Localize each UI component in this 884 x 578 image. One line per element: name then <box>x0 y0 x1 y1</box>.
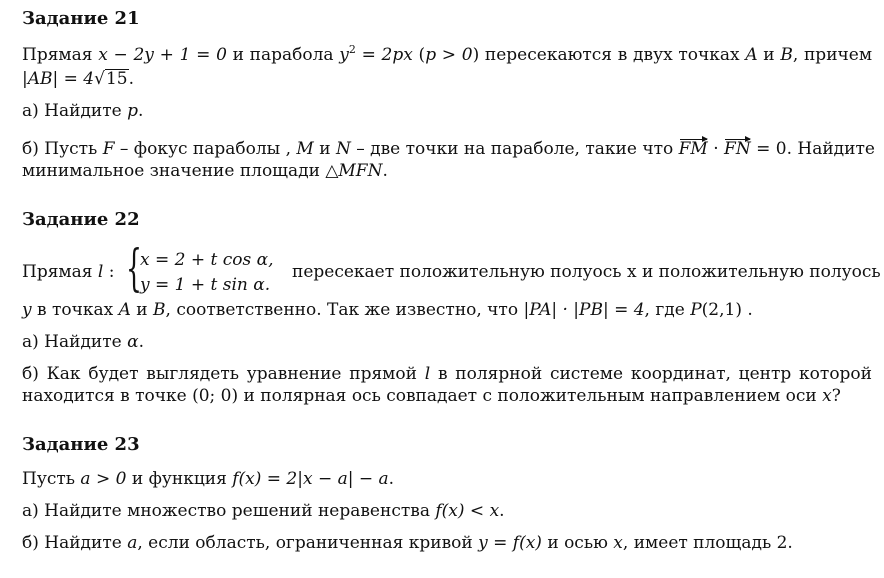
vector-fn: FN <box>724 139 751 159</box>
task-21-title: Задание 21 <box>22 8 140 29</box>
task-23-part-b: б) Найдите a, если область, ограниченная кривой y = f(x) и осью x, имеет площадь 2. <box>22 533 793 553</box>
task-21-part-b-line-1: б) Пусть F – фокус параболы , M и N – две точки на параболе, такие что FM · FN = 0. Найдите <box>22 139 875 159</box>
task-21-statement-line-2: |AB| = 4√15. <box>22 69 134 89</box>
task-22-title: Задание 22 <box>22 209 140 230</box>
task-21-part-b-line-2: минимальное значение площади △MFN. <box>22 161 388 181</box>
task-22-line-label: Прямая l : <box>22 262 115 282</box>
equation-system <box>126 239 296 298</box>
task-22-line-2: y в точках A и B, соответственно. Так же известно, что |PA| · |PB| = 4, где P(2,1) . <box>22 300 753 320</box>
system-row-1: x = 2 + t cos α, <box>140 250 274 270</box>
task-22-part-a: а) Найдите α. <box>22 332 145 352</box>
vector-fm: FM <box>678 139 708 159</box>
task-22-part-b-line-2: находится в точке (0; 0) и полярная ось совпадает с положительным направлением оси x? <box>22 386 841 406</box>
sqrt-radicand: 15 <box>105 69 128 89</box>
task-23-intro: Пусть a > 0 и функция f(x) = 2|x − a| − a. <box>22 469 395 489</box>
task-22-part-b-line-1: б) Как будет выглядеть уравнение прямой l в полярной системе координат, центр которой <box>22 364 872 384</box>
task-21-statement-line-1: Прямая x − 2y + 1 = 0 и парабола $y^2 = 2px$ (p > 0) пересекаются в двух точках A и B, причем <box>22 43 873 65</box>
task-23-part-a: а) Найдите множество решений неравенства f(x) < x. <box>22 501 505 521</box>
task-21-part-a: а) Найдите p. <box>22 101 144 121</box>
task-22-intro-rest: пересекает положительную полуось x и положительную полуось <box>292 262 881 282</box>
task-23-title: Задание 23 <box>22 434 140 455</box>
left-brace: { <box>126 239 142 297</box>
system-row-2: y = 1 + t sin α. <box>140 275 271 295</box>
